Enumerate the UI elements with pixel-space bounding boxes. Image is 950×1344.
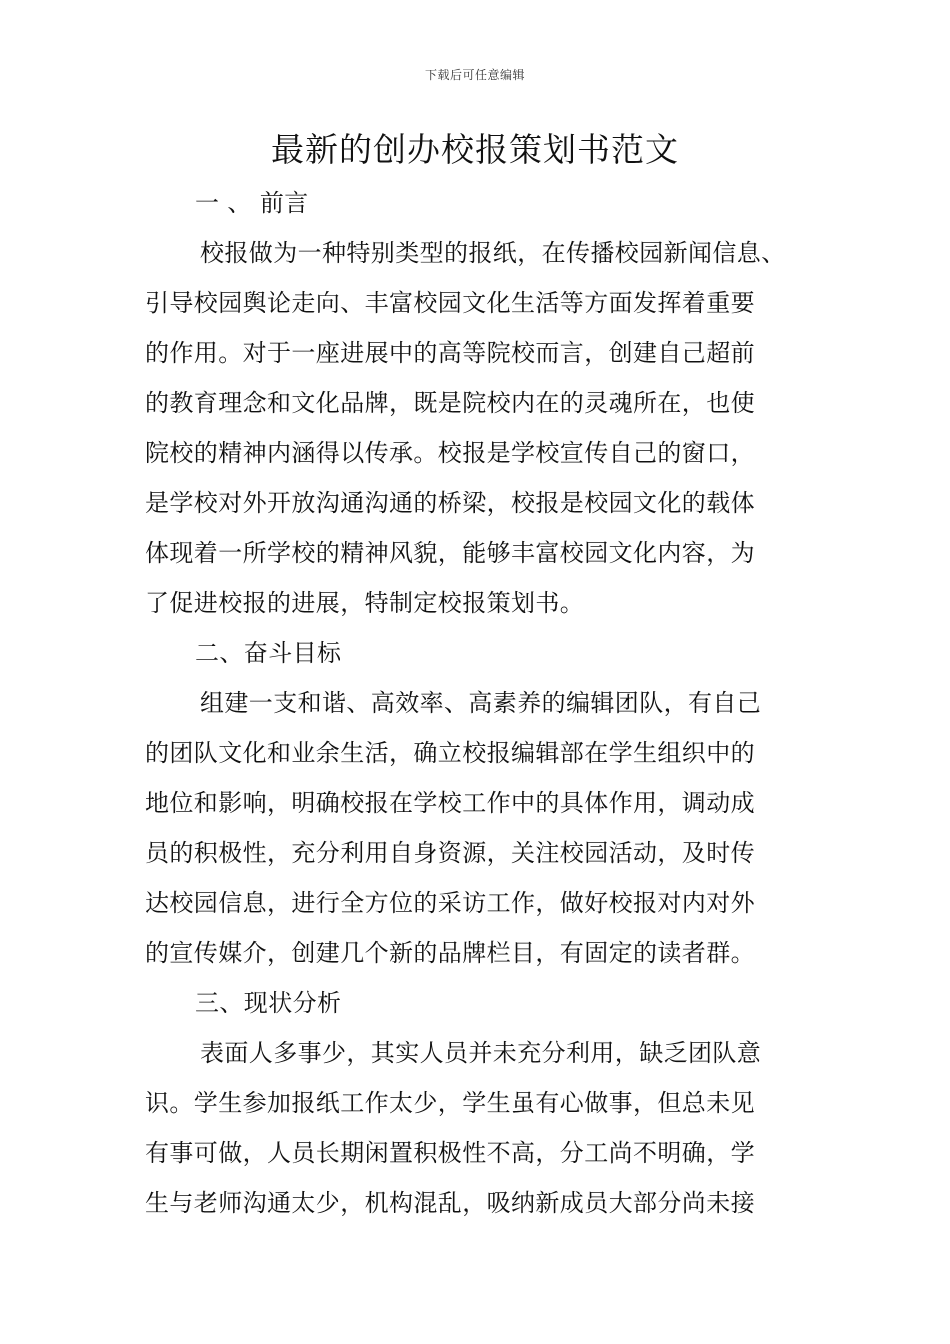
paragraph-line: 体现着一所学校的精神风貌，能够丰富校园文化内容，为 (145, 539, 755, 567)
paragraph-line: 的团队文化和业余生活，确立校报编辑部在学生组织中的 (145, 739, 755, 767)
document-title: 最新的创办校报策划书范文 (271, 130, 679, 169)
header-note: 下载后可任意编辑 (424, 68, 525, 82)
paragraph-line: 表面人多事少，其实人员并未充分利用，缺乏团队意 (200, 1039, 762, 1067)
paragraph-line: 引导校园舆论走向、丰富校园文化生活等方面发挥着重要 (145, 289, 755, 317)
paragraph-line: 生与老师沟通太少，机构混乱，吸纳新成员大部分尚未接 (145, 1189, 755, 1217)
section-heading-preface: 一 、 前言 (195, 189, 309, 217)
paragraph-line: 的作用。对于一座进展中的高等院校而言，创建自己超前 (145, 339, 755, 367)
document-body (145, 178, 815, 1228)
paragraph-line: 地位和影响，明确校报在学校工作中的具体作用，调动成 (145, 789, 755, 817)
paragraph-line: 的宣传媒介，创建几个新的品牌栏目，有固定的读者群。 (145, 939, 755, 967)
paragraph-line: 的教育理念和文化品牌，既是院校内在的灵魂所在，也使 (145, 389, 755, 417)
paragraph-line: 是学校对外开放沟通沟通的桥梁，校报是校园文化的载体 (145, 489, 755, 517)
paragraph-line: 组建一支和谐、高效率、高素养的编辑团队，有自己 (200, 689, 762, 717)
paragraph-line: 有事可做，人员长期闲置积极性不高，分工尚不明确，学 (145, 1139, 755, 1167)
paragraph-line: 了促进校报的进展，特制定校报策划书。 (145, 589, 585, 617)
paragraph-line: 校报做为一种特别类型的报纸，在传播校园新闻信息、 (200, 239, 786, 267)
section-heading-status: 三、现状分析 (195, 989, 342, 1017)
paragraph-line: 员的积极性，充分利用自身资源，关注校园活动，及时传 (145, 839, 755, 867)
paragraph-line: 识。学生参加报纸工作太少，学生虽有心做事，但总未见 (145, 1089, 755, 1117)
paragraph-line: 达校园信息，进行全方位的采访工作，做好校报对内对外 (145, 889, 755, 917)
section-heading-goals: 二、奋斗目标 (195, 639, 342, 667)
paragraph-line: 院校的精神内涵得以传承。校报是学校宣传自己的窗口， (145, 439, 755, 467)
